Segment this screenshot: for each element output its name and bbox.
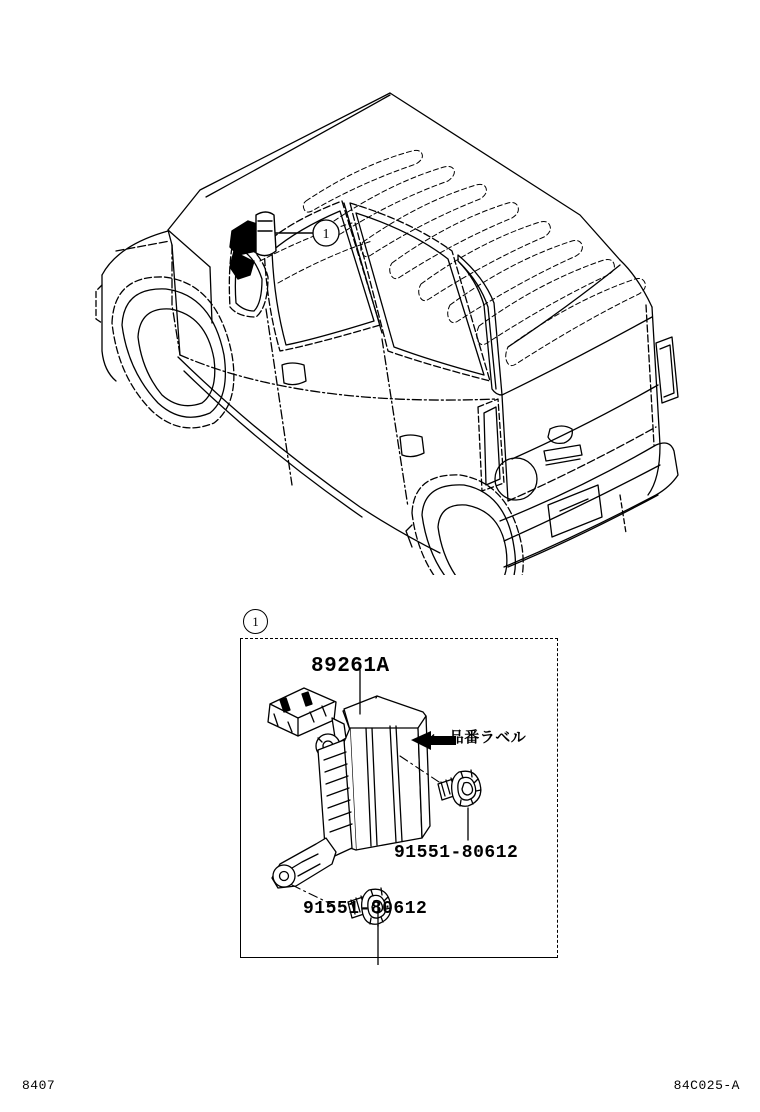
bolt-part-number-label-lower: 91551-80612 <box>303 899 428 919</box>
ecu-module <box>343 696 430 850</box>
roof-ribs <box>260 150 645 365</box>
ecu-connector <box>268 688 336 736</box>
vehicle-callout-1 <box>313 220 339 246</box>
ecu-bracket <box>272 718 352 888</box>
footer-page-code: 8407 <box>22 1078 56 1093</box>
detail-callout-number: 1 <box>243 609 268 634</box>
bolt-part-number-label-upper: 91551-80612 <box>394 843 519 863</box>
lower-bolt-leader-overlay <box>373 925 383 965</box>
footer-figure-code: 84C025-A <box>673 1078 740 1093</box>
body-side <box>96 231 537 575</box>
part-number-label-note-jp: ← 品番ラベル <box>430 728 527 746</box>
vehicle-illustration <box>60 55 710 575</box>
detail-callout-badge <box>243 609 268 634</box>
bolt-upper <box>438 770 481 840</box>
svg-text:1: 1 <box>322 227 330 242</box>
ecu-part-number-label: 89261A <box>311 655 390 678</box>
ecu-in-vehicle <box>230 212 276 279</box>
greenhouse <box>172 95 502 395</box>
